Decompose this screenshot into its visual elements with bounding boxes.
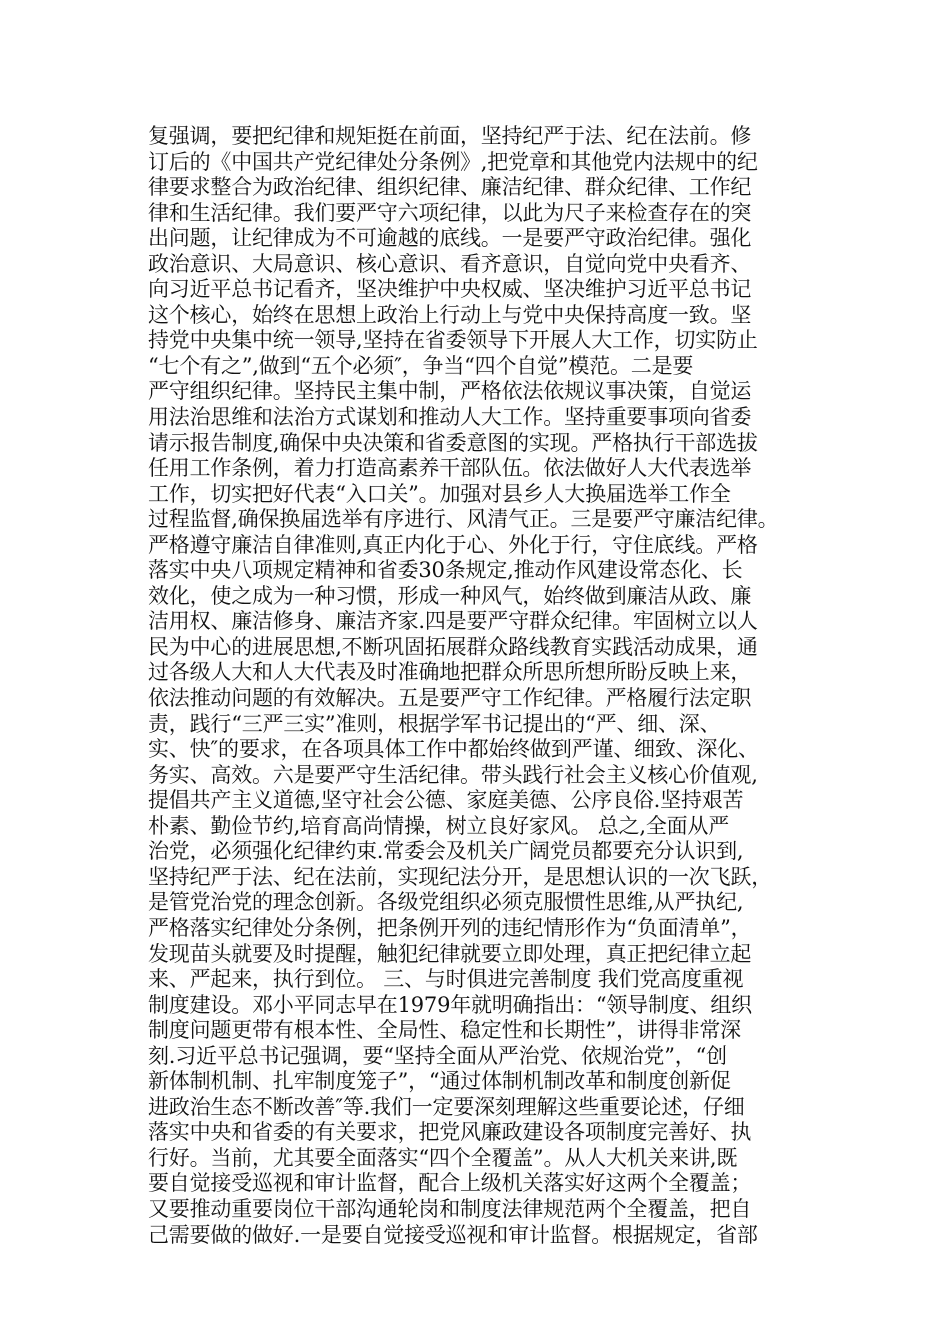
- text-line: 向习近平总书记看齐，坚决维护中央权威、坚决维护习近平总书记: [148, 277, 752, 302]
- text-line: 严格遵守廉洁自律准则,真正内化于心、外化于行，守住底线。严格: [148, 532, 758, 557]
- text-line: 制度建设。邓小平同志早在1979年就明确指出：“领导制度、组织: [148, 992, 752, 1017]
- text-line: 任用工作条例，着力打造高素养干部队伍。依法做好人大代表选举: [148, 456, 752, 481]
- text-line: 洁用权、廉洁修身、廉洁齐家.四是要严守群众纪律。牢固树立以人: [148, 609, 758, 634]
- text-line: 工作，切实把好代表“入口关”。加强对县乡人大换届选举工作全: [148, 481, 731, 506]
- text-line: 落实中央八项规定精神和省委30条规定,推动作风建设常态化、长: [148, 558, 743, 583]
- text-line: 政治意识、大局意识、核心意识、看齐意识，自觉向党中央看齐、: [148, 251, 752, 276]
- text-line: 民为中心的进展思想,不断巩固拓展群众路线教育实践活动成果，通: [148, 634, 758, 659]
- text-line: 出问题，让纪律成为不可逾越的底线。一是要严守政治纪律。强化: [148, 226, 752, 251]
- text-line: 务实、高效。六是要严守生活纪律。带头践行社会主义核心价值观,: [148, 762, 758, 787]
- text-line: 进政治生态不断改善″等.我们一定要深刻理解这些重要论述，仔细: [148, 1094, 745, 1119]
- text-line: 落实中央和省委的有关要求，把党风廉政建设各项制度完善好、执: [148, 1120, 752, 1145]
- text-line: 效化，使之成为一种习惯，形成一种风气，始终做到廉洁从政、廉: [148, 583, 752, 608]
- text-line: 过各级人大和人大代表及时准确地把群众所思所想所盼反映上来，: [148, 660, 752, 685]
- text-line: 己需要做的做好.一是要自觉接受巡视和审计监督。根据规定，省部: [148, 1222, 758, 1247]
- text-line: 提倡共产主义道德,坚守社会公德、家庭美德、公序良俗.坚持艰苦: [148, 788, 744, 813]
- text-line: 过程监督,确保换届选举有序进行、风清气正。三是要严守廉洁纪律。: [148, 507, 779, 532]
- text-line: 行好。当前，尤其要全面落实“四个全覆盖”。从人大机关来讲,既: [148, 1145, 738, 1170]
- text-line: 实、快″的要求，在各项具体工作中都始终做到严谨、细致、深化、: [148, 737, 759, 762]
- text-line: 制度问题更带有根本性、全局性、稳定性和长期性”，讲得非常深: [148, 1018, 741, 1043]
- text-line: 发现苗头就要及时提醒，触犯纪律就要立即处理，真正把纪律立起: [148, 941, 752, 966]
- text-line: 复强调，要把纪律和规矩挺在前面，坚持纪严于法、纪在法前。修: [148, 124, 752, 148]
- text-line: “七个有之”,做到“五个必须″，争当“四个自觉”模范。二是要: [148, 353, 694, 378]
- text-line: 又要推动重要岗位干部沟通轮岗和制度法律规范两个全覆盖，把自: [148, 1196, 752, 1221]
- text-line: 严守组织纪律。坚持民主集中制，严格依法依规议事决策，自觉运: [148, 379, 752, 404]
- text-line: 依法推动问题的有效解决。五是要严守工作纪律。严格履行法定职: [148, 686, 752, 711]
- text-line: 坚持纪严于法、纪在法前，实现纪法分开，是思想认识的一次飞跃，: [148, 864, 772, 889]
- text-line: 责，践行“三严三实”准则，根据学军书记提出的“严、细、深、: [148, 711, 721, 736]
- text-line: 治党，必须强化纪律约束.常委会及机关广阔党员都要充分认识到,: [148, 839, 744, 864]
- text-line: 朴素、勤俭节约,培育高尚情操，树立良好家风。 总之,全面从严: [148, 813, 730, 838]
- text-line: 持党中央集中统一领导,坚持在省委领导下开展人大工作，切实防止: [148, 328, 758, 353]
- text-line: 新体制机制、扎牢制度笼子”，“通过体制机制改革和制度创新促: [148, 1069, 731, 1094]
- text-line: 这个核心，始终在思想上政治上行动上与党中央保持高度一致。坚: [148, 302, 752, 327]
- text-line: 订后的《中国共产党纪律处分条例》,把党章和其他党内法规中的纪: [148, 149, 758, 174]
- body-paragraph: [148, 124, 828, 1248]
- text-line: 律要求整合为政治纪律、组织纪律、廉洁纪律、群众纪律、工作纪: [148, 175, 752, 200]
- text-line: 请示报告制度,确保中央决策和省委意图的实现。严格执行干部选拔: [148, 430, 758, 455]
- text-line: 严格落实纪律处分条例，把条例开列的违纪情形作为“负面清单”，: [148, 915, 752, 940]
- text-line: 是管党治党的理念创新。各级党组织必须克服惯性思维,从严执纪,: [148, 890, 744, 915]
- text-line: 律和生活纪律。我们要严守六项纪律，以此为尺子来检查存在的突: [148, 200, 752, 225]
- text-line: 要自觉接受巡视和审计监督，配合上级机关落实好这两个全覆盖；: [148, 1171, 752, 1196]
- text-line: 来、严起来，执行到位。 三、与时俱进完善制度 我们党高度重视: [148, 967, 744, 992]
- text-line: 刻.习近平总书记强调，要“坚持全面从严治党、依规治党”，“创: [148, 1043, 727, 1068]
- text-line: 用法治思维和法治方式谋划和推动人大工作。坚持重要事项向省委: [148, 405, 752, 430]
